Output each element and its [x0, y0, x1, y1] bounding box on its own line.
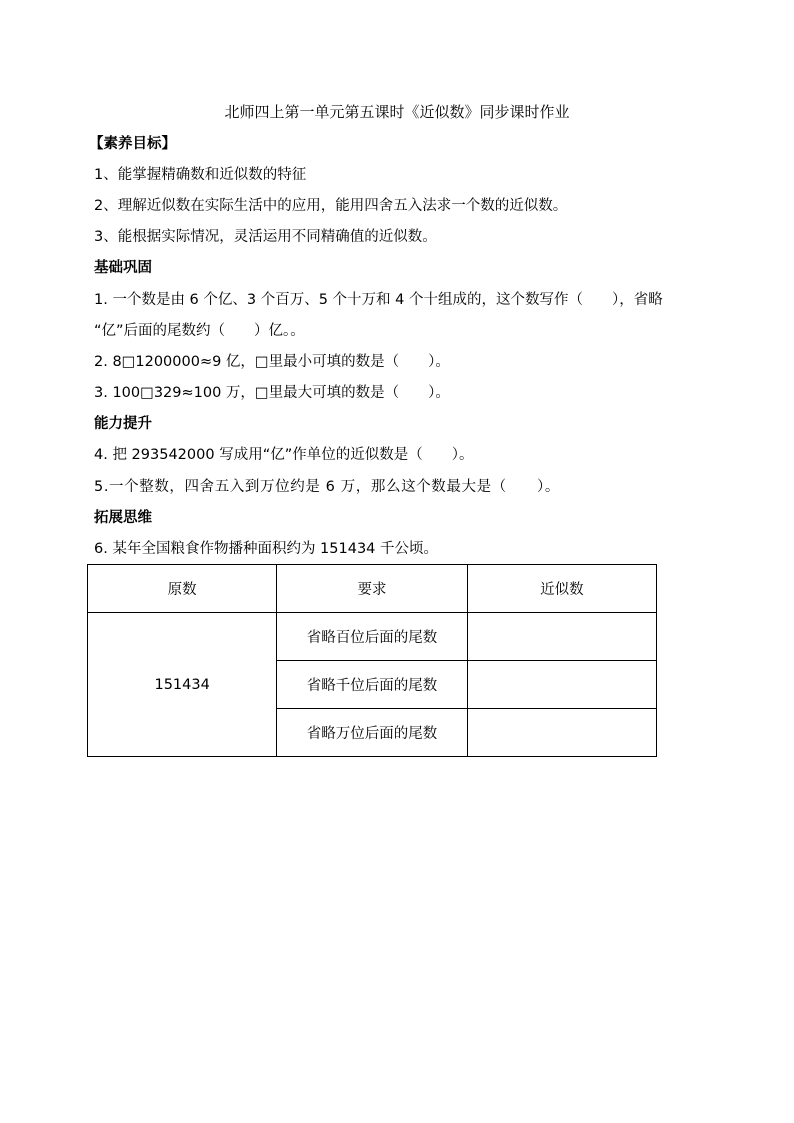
- goal-item-2: 2、理解近似数在实际生活中的应用，能用四舍五入法求一个数的近似数。: [94, 198, 568, 214]
- question-3: 3. 100□329≈100 万，□里最大可填的数是（ ）。: [94, 385, 450, 401]
- answer-cell-ten-thousands[interactable]: [467, 709, 656, 757]
- question-5: 5.一个整数，四舍五入到万位约是 6 万，那么这个数最大是（ ）。: [94, 479, 560, 495]
- question-1-line-2: “亿”后面的尾数约（ ）亿。。: [94, 323, 305, 339]
- goal-item-1: 1、能掌握精确数和近似数的特征: [94, 167, 307, 183]
- question-4: 4. 把 293542000 写成用“亿”作单位的近似数是（ ）。: [94, 447, 474, 463]
- improve-heading: 能力提升: [94, 416, 152, 432]
- question-1-line-1: 1. 一个数是由 6 个亿、3 个百万、5 个十万和 4 个十组成的，这个数写作（ ），省略: [94, 292, 663, 308]
- answer-cell-thousands[interactable]: [467, 661, 656, 709]
- page-title: 北师四上第一单元第五课时《近似数》同步课时作业: [224, 103, 570, 121]
- requirement-cell-hundreds: 省略百位后面的尾数: [277, 613, 467, 661]
- requirement-cell-ten-thousands: 省略万位后面的尾数: [277, 709, 467, 757]
- table-row: [88, 613, 657, 661]
- question-6: 6. 某年全国粮食作物播种面积约为 151434 千公顷。: [94, 541, 439, 557]
- table-header-row: [88, 565, 657, 613]
- basic-heading: 基础巩固: [94, 260, 152, 276]
- original-number-cell: 151434: [88, 613, 277, 757]
- goal-item-3: 3、能根据实际情况，灵活运用不同精确值的近似数。: [94, 229, 437, 245]
- header-original-number: 原数: [88, 565, 277, 613]
- extend-heading: 拓展思维: [94, 510, 152, 526]
- requirement-cell-thousands: 省略千位后面的尾数: [277, 661, 467, 709]
- goals-heading: 【素养目标】: [89, 136, 176, 152]
- answer-cell-hundreds[interactable]: [467, 613, 656, 661]
- header-approximate-number: 近似数: [467, 565, 656, 613]
- approximation-table: [87, 564, 657, 757]
- question-2: 2. 8□1200000≈9 亿，□里最小可填的数是（ ）。: [94, 354, 450, 370]
- header-requirement: 要求: [277, 565, 467, 613]
